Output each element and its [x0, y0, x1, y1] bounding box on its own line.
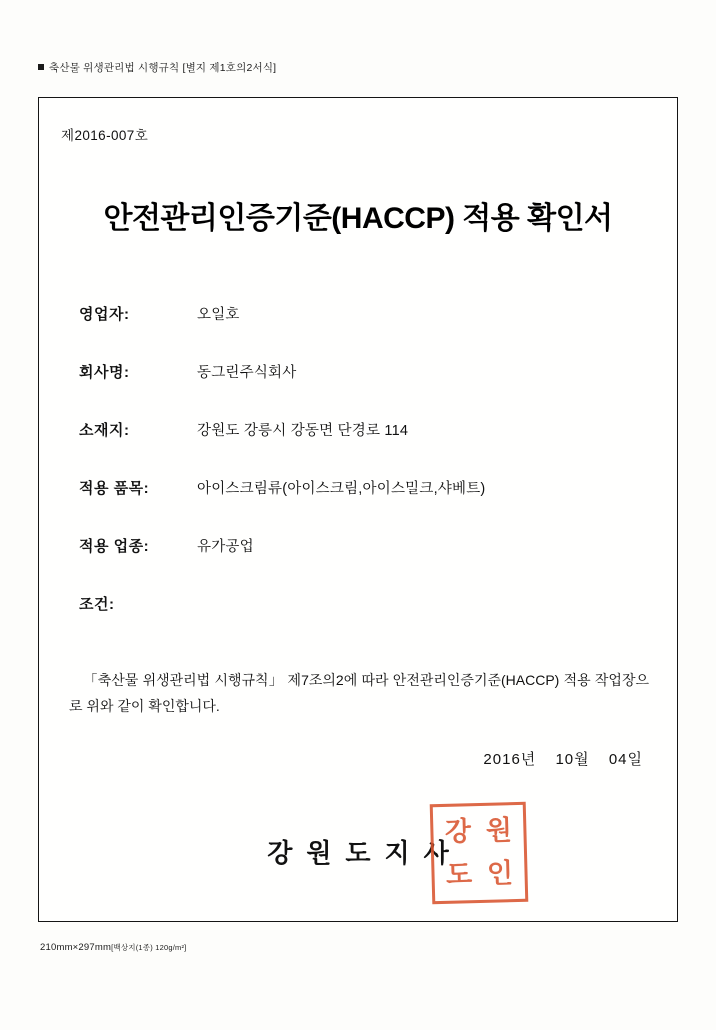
seal-character-3: 도 [445, 859, 473, 891]
field-label-product: 적용 품목: [79, 480, 150, 497]
seal-character-4: 인 [486, 858, 514, 890]
field-value-industry: 유가공업 [197, 539, 254, 555]
field-value-company: 동그린주식회사 [197, 365, 297, 381]
field-value-address: 강원도 강릉시 강동면 단경로 114 [197, 423, 409, 439]
paper-type: [백상지(1종) 120g/m²] [111, 943, 187, 952]
certificate-title: 안전관리인증기준(HACCP) 적용 확인서 [103, 202, 613, 235]
field-row-industry [79, 535, 639, 593]
field-label-industry: 적용 업종: [79, 538, 150, 555]
form-code-line [38, 60, 276, 75]
field-row-operator [79, 303, 639, 361]
official-seal-stamp [430, 802, 529, 904]
field-label-condition: 조건: [79, 596, 115, 613]
issue-month: 10월 [555, 751, 590, 768]
issue-day: 04일 [608, 751, 643, 768]
form-code-text: 축산물 위생관리법 시행규칙 [별지 제1호의2서식] [49, 62, 277, 74]
paper-size: 210mm×297mm [40, 942, 112, 953]
seal-character-grid [437, 809, 521, 897]
seal-character-1: 강 [444, 816, 472, 848]
paper-specification [40, 942, 186, 953]
field-value-operator: 오일호 [197, 307, 240, 323]
certificate-border-box [38, 97, 678, 922]
field-row-condition [79, 593, 639, 651]
field-row-company [79, 361, 639, 419]
issue-date [469, 748, 643, 769]
field-list [79, 303, 639, 651]
field-label-address: 소재지: [79, 422, 130, 439]
statement-paragraph [69, 668, 649, 720]
seal-character-2: 원 [485, 815, 513, 847]
field-value-product: 아이스크림류(아이스크림,아이스밀크,샤베트) [197, 481, 486, 497]
document-number: 제2016-007호 [61, 128, 149, 143]
field-label-company: 회사명: [79, 364, 130, 381]
bullet-square-icon [38, 64, 44, 70]
issue-year: 2016년 [483, 751, 537, 768]
issuer-name: 강원도지사 [267, 838, 463, 868]
statement-text: 「축산물 위생관리법 시행규칙」 제7조의2에 따라 안전관리인증기준(HACCP) 적용 작업장으로 위와 같이 확인합니다. [69, 672, 649, 714]
field-row-address [79, 419, 639, 477]
field-row-product [79, 477, 639, 535]
field-label-operator: 영업자: [79, 306, 130, 323]
